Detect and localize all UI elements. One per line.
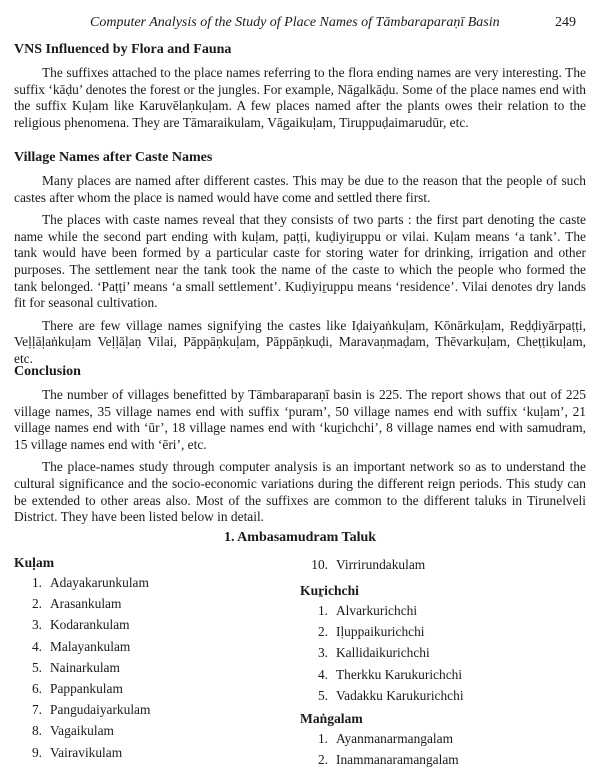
list-kulam bbox=[14, 554, 150, 763]
running-header: Computer Analysis of the Study of Place Names of Tāmbaraparaṇī Basin bbox=[90, 15, 500, 30]
paragraph: The suffixes attached to the place names referring to the flora ending names are very interesting. The suffix ‘kāḍu’ denotes the forest or the jungles. For example, Nāgalkāḍu. Some of the place names end with the suffix Kuḷam like Karuvēlaṇkuḷam. A few places named after the plants owes their relation to the religious phenomena. They are Tāmaraikulam, Vāgaikuḷam, Tiruppuḍaimarudūr, etc. bbox=[14, 65, 586, 130]
list-item: 1. Ayanmanarmangalam bbox=[317, 731, 454, 746]
list-item: 2. Arasankulam bbox=[31, 596, 122, 612]
list-mangalam bbox=[300, 710, 459, 770]
list-item: 1. Alvarkurichchi bbox=[317, 603, 418, 618]
section-heading: VNS Influenced by Flora and Fauna bbox=[14, 42, 232, 57]
section-caste-names bbox=[14, 149, 586, 368]
page-number: 249 bbox=[555, 15, 576, 30]
list-item: 7. Pangudaiyarkulam bbox=[31, 702, 151, 718]
taluk-heading: 1. Ambasamudram Taluk bbox=[223, 530, 377, 545]
list-title: Maṅgalam bbox=[300, 711, 363, 726]
list-item: 3. Kodarankulam bbox=[31, 617, 130, 633]
paragraph: The places with caste names reveal that they consists of two parts : the first part denoting the caste name while the second part ending with kuḷam, paṭṭi, kuḍiyiṟuppu or vilai. Kuḷam means ‘a tank’. The tank would have been formed by a particular caste for storing water for drinking, irrigation and other purposes. The settlement near the tank took the name of the caste to which the people who formed the tank belonged. ‘Paṭṭi’ means ‘a small settlement’. Kuḍiyiṟuppu means ‘residence’. Vilai denotes dry lands fit for seasonal cultivation. bbox=[14, 212, 586, 311]
list-item: 2. Iḷuppaikurichchi bbox=[317, 624, 425, 640]
list-item: 8. Vagaikulam bbox=[31, 723, 114, 739]
section-conclusion bbox=[14, 363, 586, 526]
list-title: Kuḷam bbox=[14, 555, 55, 570]
list-item: 4. Malayankulam bbox=[31, 638, 131, 654]
list-item: 10. Virrirundakulam bbox=[311, 557, 426, 572]
list-item: 4. Therkku Karukurichchi bbox=[317, 666, 463, 682]
list-item: 6. Pappankulam bbox=[31, 681, 123, 697]
list-item: 5. Vadakku Karukurichchi bbox=[317, 687, 464, 703]
paragraph: Many places are named after different castes. This may be due to the reason that the people of such castes after whom the place is named would have come and settled there first. bbox=[14, 173, 586, 205]
list-item: 9. Vairavikulam bbox=[31, 744, 123, 760]
list-title: Kuṟichchi bbox=[300, 583, 359, 598]
list-item: 3. Kallidaikurichchi bbox=[317, 645, 430, 661]
paragraph: The place-names study through computer analysis is an important network so as to understand the cultural significance and the socio-economic variations during the different reign periods. This study can be extended to other areas also. Most of the suffixes are common to the different taluks in Tirunelveli District. They have been listed below in detail. bbox=[14, 459, 586, 525]
list-kulam-continued bbox=[300, 554, 425, 575]
section-heading: Conclusion bbox=[14, 364, 81, 379]
section-flora-fauna bbox=[14, 41, 586, 131]
paragraph: There are few village names signifying the castes like Iḍaiyaṅkuḷam, Kōnārkuḷam, Reḍḍiyārpaṭṭi, Veḷḷāḷaṅkuḷam Veḷḷāḷaṇ Vilai, Pāppāṇkuḷam, Pāppāṇkuḍi, Maravaṇmaḍam, Thēvarkuḷam, Cheṭṭikuḷam, etc. bbox=[14, 317, 586, 366]
list-item: 2. Inammanaramangalam bbox=[317, 752, 459, 768]
paragraph: The number of villages benefitted by Tāmbaraparaṇī basin is 225. The report shows that out of 225 village names, 35 village names end with suffix ‘puram’, 50 village names end with suffix ‘kuḷam’, 21 village names end with ‘ūr’, 18 village names end with ‘kuṟichchi’, 8 village names end with samudram, 15 village names end with ‘ēri’, etc. bbox=[14, 387, 586, 452]
section-heading: Village Names after Caste Names bbox=[14, 150, 213, 165]
list-item: 5. Nainarkulam bbox=[31, 659, 120, 675]
list-kurichchi bbox=[300, 582, 464, 706]
list-item: 1. Adayakarunkulam bbox=[31, 575, 149, 590]
